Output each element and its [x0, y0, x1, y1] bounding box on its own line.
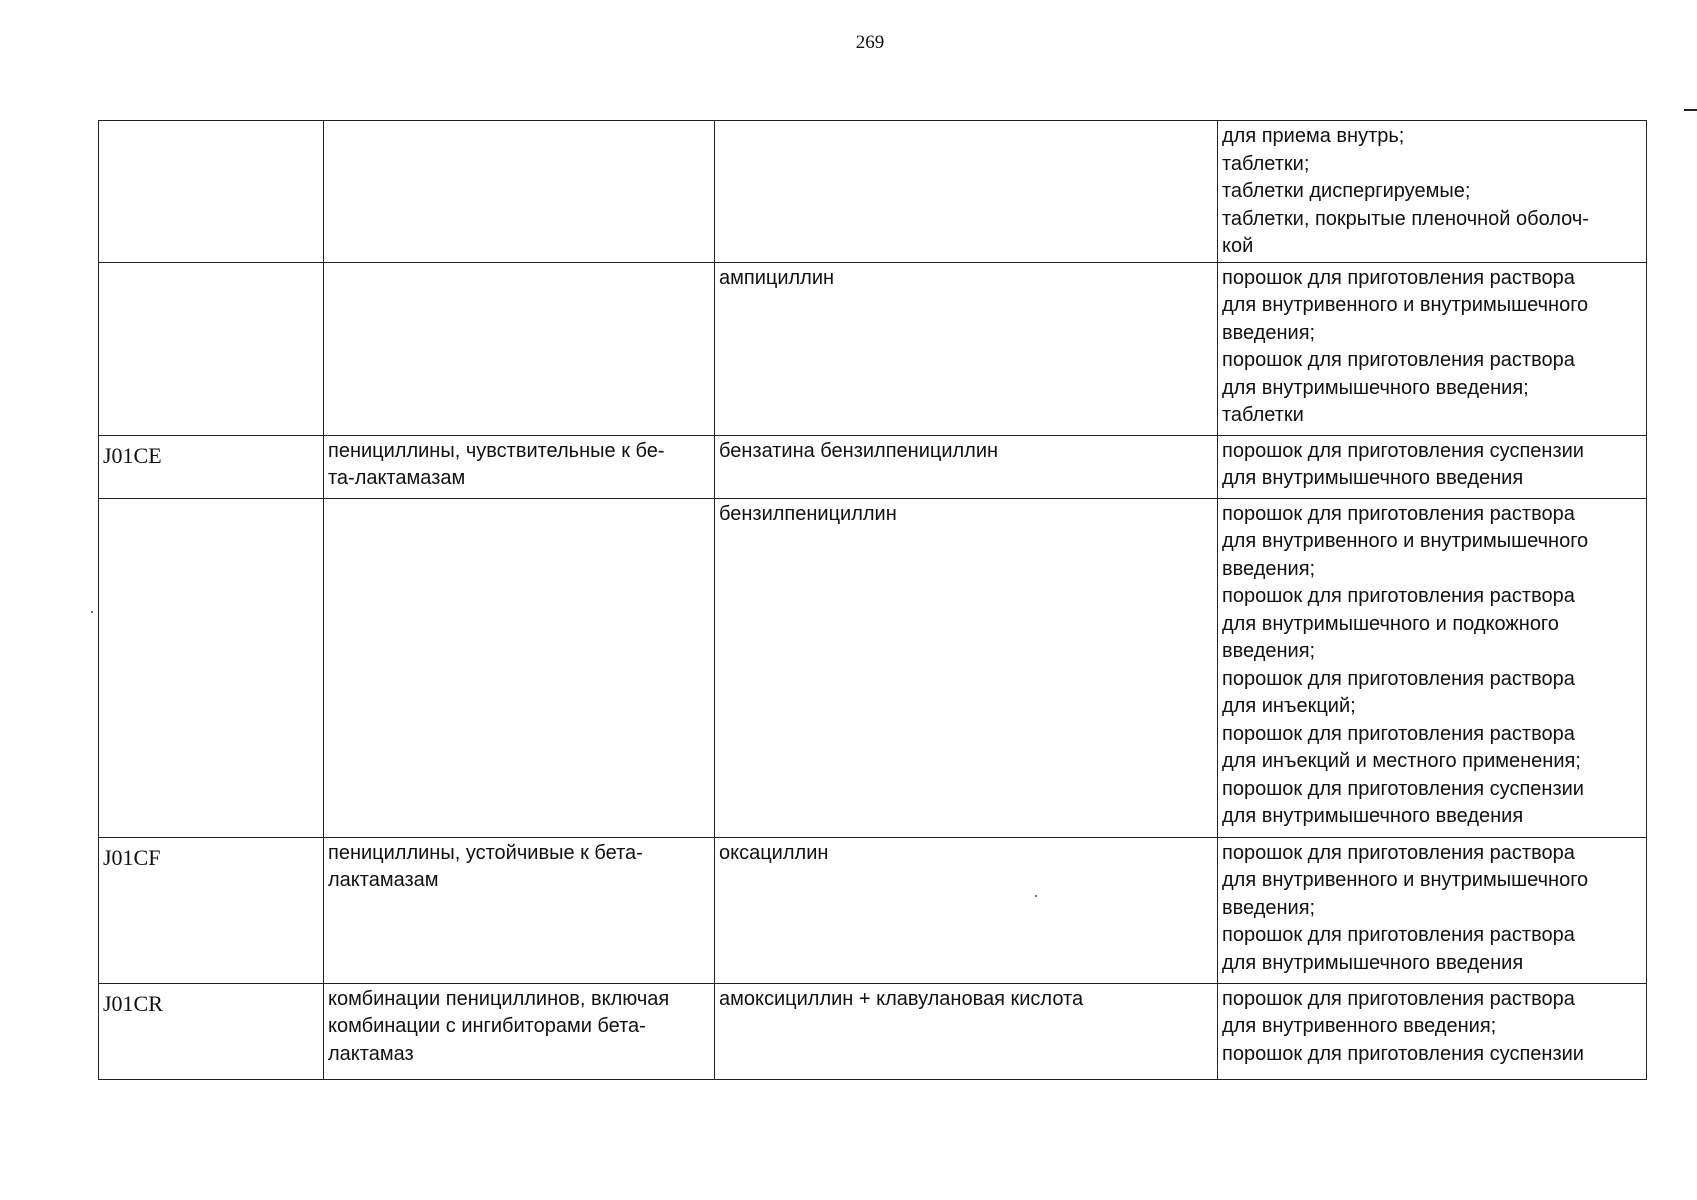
dosage-form-line: порошок для приготовления суспензии — [1222, 439, 1584, 462]
dosage-form-line: порошок для приготовления суспензии — [1222, 1042, 1584, 1065]
dosage-form-line: порошок для приготовления раствора — [1222, 924, 1575, 946]
scan-speck — [91, 611, 93, 613]
dosage-form-line: для внутривенного и внутримышечного — [1222, 530, 1589, 552]
dosage-form-line: порошок для приготовления раствора — [1222, 841, 1575, 864]
substance-cell — [715, 121, 1218, 263]
group-line: пенициллины, чувствительные к бе- — [328, 439, 665, 462]
dosage-form-line: порошок для приготовления раствора — [1222, 349, 1575, 371]
dosage-form-line: таблетки, покрытые пленочной оболоч- — [1222, 207, 1589, 230]
dosage-form-line: для внутривенного и внутримышечного — [1222, 869, 1589, 891]
dosage-form-line: введения; — [1222, 896, 1316, 919]
dosage-forms-cell — [1218, 121, 1647, 263]
dosage-form-line: порошок для приготовления раствора — [1222, 987, 1575, 1010]
dosage-form-line: для внутримышечного введения — [1222, 951, 1524, 974]
table-row — [99, 983, 1647, 1079]
group-cell — [324, 983, 715, 1079]
dosage-forms-cell — [1218, 262, 1647, 435]
substance-cell: бензилпенициллин — [715, 498, 1218, 837]
group-cell — [324, 262, 715, 435]
table-row — [99, 498, 1647, 837]
dosage-form-line: введения; — [1222, 640, 1316, 662]
page-number: 269 — [855, 32, 885, 53]
dosage-form-line: для внутривенного и внутримышечного — [1222, 294, 1589, 316]
atc-code-cell: J01CF — [99, 837, 324, 983]
group-line: лактамазам — [328, 869, 439, 891]
dosage-forms-cell — [1218, 435, 1647, 498]
atc-code-cell: J01CR — [99, 983, 324, 1079]
dosage-form-line: для внутримышечного введения; — [1222, 376, 1529, 399]
dosage-forms-cell — [1218, 837, 1647, 983]
dosage-form-line: порошок для приготовления раствора — [1222, 667, 1575, 690]
dosage-form-line: порошок для приготовления раствора — [1222, 585, 1575, 607]
group-line: лактамаз — [328, 1042, 414, 1065]
group-line: пенициллины, устойчивые к бета- — [328, 841, 643, 864]
atc-code-cell — [99, 121, 324, 263]
dosage-form-line: порошок для приготовления суспензии — [1222, 777, 1584, 800]
dosage-form-line: таблетки — [1222, 404, 1304, 426]
dosage-form-line: введения; — [1222, 557, 1316, 580]
table-row — [99, 121, 1647, 263]
group-cell — [324, 498, 715, 837]
atc-code-cell — [99, 262, 324, 435]
dosage-form-line: введения; — [1222, 321, 1316, 344]
drug-table — [98, 120, 1647, 1080]
dosage-form-line: кой — [1222, 235, 1254, 257]
dosage-form-line: порошок для приготовления раствора — [1222, 722, 1575, 745]
group-line: та-лактамазам — [328, 467, 466, 489]
group-cell — [324, 435, 715, 498]
table-row — [99, 435, 1647, 498]
dosage-form-line: для инъекций и местного применения; — [1222, 750, 1581, 772]
dosage-form-line: для инъекций; — [1222, 695, 1356, 717]
substance-cell: амоксициллин + клавулановая кислота — [715, 983, 1218, 1079]
table-row — [99, 837, 1647, 983]
dosage-form-line: для внутримышечного введения — [1222, 467, 1524, 489]
dosage-forms-cell — [1218, 983, 1647, 1079]
dosage-form-line: таблетки диспергируемые; — [1222, 180, 1471, 202]
group-line: комбинации пенициллинов, включая — [328, 987, 670, 1010]
dosage-form-line: для внутримышечного и подкожного — [1222, 612, 1559, 635]
substance-cell: ампициллин — [715, 262, 1218, 435]
table-row — [99, 262, 1647, 435]
substance-cell: бензатина бензилпенициллин — [715, 435, 1218, 498]
group-cell — [324, 837, 715, 983]
group-line: комбинации с ингибиторами бета- — [328, 1015, 646, 1037]
group-cell — [324, 121, 715, 263]
margin-mark — [1684, 109, 1697, 111]
dosage-form-line: для приема внутрь; — [1222, 125, 1405, 147]
atc-code-cell — [99, 498, 324, 837]
dosage-form-line: для внутривенного введения; — [1222, 1015, 1497, 1037]
dosage-forms-cell — [1218, 498, 1647, 837]
dosage-form-line: порошок для приготовления раствора — [1222, 502, 1575, 525]
dosage-form-line: таблетки; — [1222, 152, 1310, 175]
dosage-form-line: для внутримышечного введения — [1222, 805, 1524, 827]
substance-cell: оксациллин — [715, 837, 1218, 983]
dosage-form-line: порошок для приготовления раствора — [1222, 266, 1575, 289]
atc-code-cell: J01CE — [99, 435, 324, 498]
